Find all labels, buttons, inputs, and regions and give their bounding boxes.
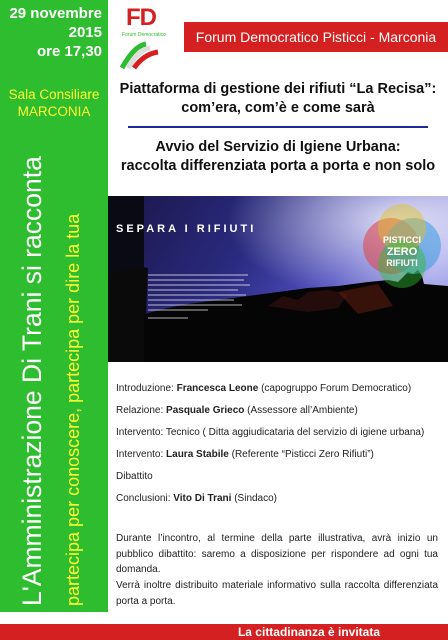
event-datetime bbox=[0, 4, 108, 61]
program-speaker: Laura Stabile bbox=[166, 449, 229, 460]
program-detail: (Assessore all’Ambiente) bbox=[244, 405, 358, 416]
program-label: Relazione: bbox=[116, 405, 167, 416]
program-item bbox=[116, 488, 441, 510]
campaign-photo-illustration bbox=[108, 196, 448, 362]
program-label: Intervento: bbox=[116, 449, 167, 460]
campaign-photo bbox=[108, 196, 448, 362]
title-service bbox=[108, 138, 448, 176]
left-sidebar bbox=[0, 0, 108, 612]
logo-tricolor-icon bbox=[120, 40, 172, 70]
program-label: Dibattito bbox=[116, 471, 153, 482]
program-detail: (capogruppo Forum Democratico) bbox=[258, 383, 412, 394]
footer-invitation: La cittadinanza è invitata bbox=[237, 625, 381, 639]
event-date: 29 novembre bbox=[9, 5, 102, 22]
event-year: 2015 bbox=[68, 24, 102, 41]
event-venue bbox=[0, 86, 108, 120]
title-platform-line-1: Piattaforma di gestione dei rifiuti “La Recisa”: bbox=[119, 81, 437, 97]
event-time: ore 17,30 bbox=[36, 43, 102, 60]
logo-caption: Forum Democratico bbox=[122, 32, 166, 38]
program-list bbox=[116, 378, 441, 510]
program-item bbox=[116, 422, 441, 444]
program-item bbox=[116, 400, 441, 422]
program-item bbox=[116, 444, 441, 466]
title-service-line-1: Avvio del Servizio di Igiene Urbana: bbox=[155, 139, 401, 155]
logo-letters: FD bbox=[126, 4, 156, 31]
program-speaker: Pasquale Grieco bbox=[166, 405, 245, 416]
program-item bbox=[116, 378, 441, 400]
program-detail: (Sindaco) bbox=[231, 493, 278, 504]
vertical-slogans bbox=[0, 150, 108, 610]
zero-logo-line-1: PISTICCI bbox=[382, 235, 422, 245]
debate-paragraph: Durante l’incontro, al termine della parte illustrativa, avrà inizio un pubblico dibattito: saremo a disposizione per rispondere ad ogni tua domanda. bbox=[116, 533, 438, 575]
footer-bar bbox=[0, 624, 448, 640]
title-platform-line-2: com’era, com’è e come sarà bbox=[181, 100, 375, 116]
vertical-headline: L'Amministrazione Di Trani si racconta bbox=[17, 156, 47, 606]
title-platform bbox=[108, 80, 448, 118]
zero-logo-line-3: RIFIUTI bbox=[386, 258, 418, 268]
zero-logo-line-2: ZERO bbox=[386, 246, 418, 258]
header-banner: Forum Democratico Pisticci - Marconia bbox=[184, 22, 448, 52]
materials-paragraph: Verrà inoltre distribuito materiale informativo sulla raccolta differenziata porta a porta. bbox=[116, 580, 438, 607]
title-service-line-2: raccolta differenziata porta a porta e non solo bbox=[120, 158, 436, 174]
photo-banner-text: SEPARA I RIFIUTI bbox=[116, 223, 257, 235]
venue-line-1: Sala Consiliare bbox=[8, 87, 100, 102]
program-label: Intervento: Tecnico ( Ditta aggiudicataria del servizio di igiene urbana) bbox=[116, 427, 425, 438]
program-item bbox=[116, 466, 441, 488]
fd-logo bbox=[108, 0, 184, 76]
venue-line-2: MARCONIA bbox=[17, 104, 91, 119]
title-divider bbox=[128, 126, 428, 128]
program-label: Conclusioni: bbox=[116, 493, 174, 504]
program-detail: (Referente “Pisticci Zero Rifiuti”) bbox=[228, 449, 374, 460]
program-speaker: Vito Di Trani bbox=[173, 493, 232, 504]
program-label: Introduzione: bbox=[116, 383, 177, 394]
program-speaker: Francesca Leone bbox=[176, 383, 259, 394]
vertical-slogan: partecipa per conoscere, partecipa per dire la tua bbox=[63, 213, 83, 606]
